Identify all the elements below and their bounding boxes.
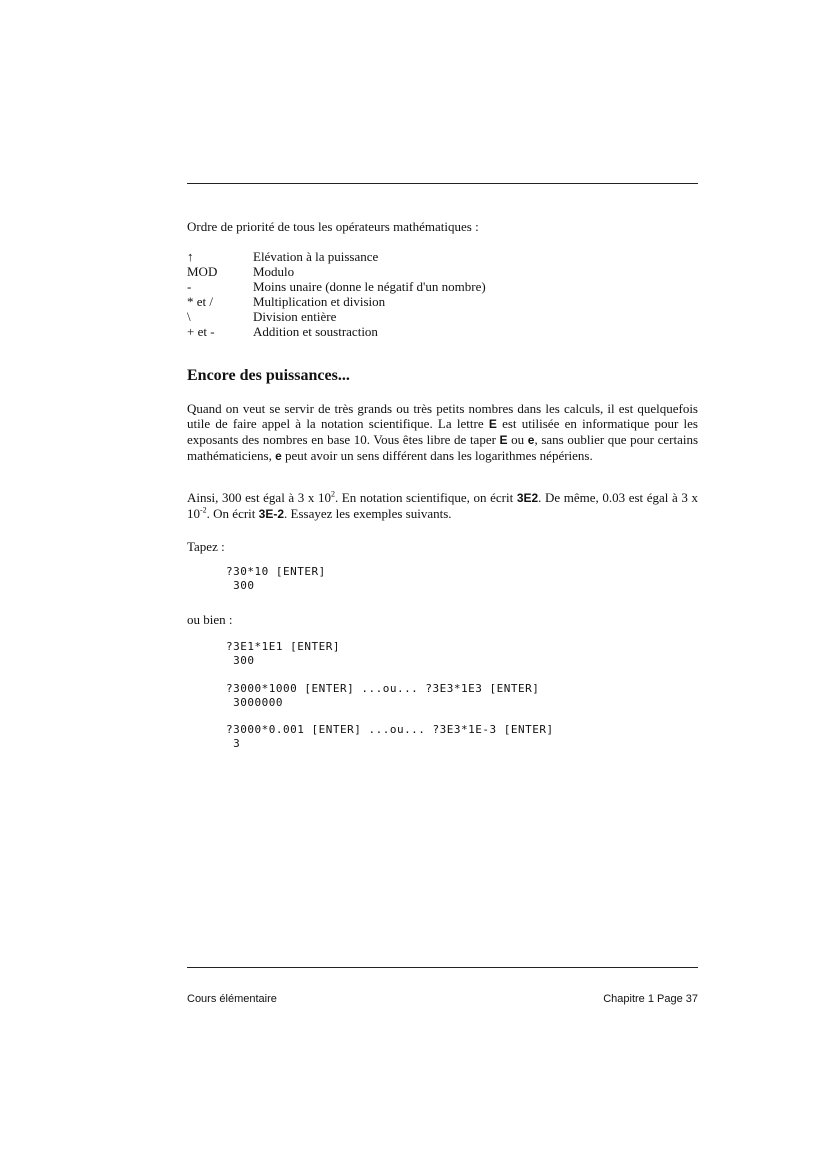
operator-row (187, 264, 486, 279)
operator-symbol: MOD (187, 264, 218, 279)
paragraph-examples (187, 490, 698, 522)
code-example-3: ?3000*1000 [ENTER] ...ou... ?3E3*1E3 [ENTER] 3000000 (226, 682, 540, 709)
para1-bold: E (488, 417, 497, 431)
operator-symbol: ↑ (187, 249, 194, 264)
bottom-rule (187, 967, 698, 968)
exponent: -2 (200, 505, 207, 515)
operator-desc: Elévation à la puissance (253, 249, 379, 264)
para1-bold: e (527, 433, 535, 447)
operator-row (187, 249, 486, 264)
operator-row (187, 309, 486, 324)
para1-bold: e (275, 449, 282, 463)
operator-desc: Addition et soustraction (253, 324, 378, 339)
para2-text: . Essayez les exemples suivants. (284, 506, 452, 521)
para2-text: Ainsi, 300 est égal à 3 x 10 (187, 490, 331, 505)
code-example-1: ?30*10 [ENTER] 300 (226, 565, 326, 592)
para1-text: , sans oublier que pour certains mathématiciens, (187, 432, 699, 463)
para1-text: est utilisée en informatique pour les exposants des nombres en base 10. Vous êtes libre de taper (187, 416, 698, 447)
paragraph-scientific-notation (187, 401, 698, 464)
intro-text: Ordre de priorité de tous les opérateurs mathématiques : (187, 219, 479, 234)
para2-text: . En notation scientifique, on écrit (334, 490, 517, 505)
tapez-label: Tapez : (187, 539, 225, 554)
footer-page-number: Chapitre 1 Page 37 (603, 993, 698, 1005)
code-example-2: ?3E1*1E1 [ENTER] 300 (226, 640, 340, 667)
operators-table (187, 249, 486, 339)
operator-symbol: \ (187, 309, 191, 324)
operator-symbol: * et / (187, 294, 213, 309)
operator-row (187, 279, 486, 294)
section-heading: Encore des puissances... (187, 367, 350, 384)
para1-text: Quand on veut se servir de très grands ou très petits nombres dans les calculs, il est quelquefois utile de faire appel à la notation scientifique. La lettre (187, 401, 698, 431)
operator-symbol: + et - (187, 324, 215, 339)
operator-desc: Modulo (253, 264, 295, 279)
para1-text: peut avoir un sens différent dans les logarithmes népériens. (281, 448, 593, 463)
operator-desc: Moins unaire (donne le négatif d'un nombre) (253, 279, 486, 294)
para2-bold: 3E2 (516, 491, 539, 505)
para1-bold: E (499, 433, 508, 447)
para1-text: ou (507, 432, 528, 447)
code-example-4: ?3000*0.001 [ENTER] ...ou... ?3E3*1E-3 [ENTER] 3 (226, 723, 554, 750)
top-rule (187, 183, 698, 184)
operator-row (187, 294, 486, 309)
para2-text: . On écrit (206, 506, 259, 521)
operator-row (187, 324, 486, 339)
para2-text: . De même, 0.03 est égal à 3 x 10 (187, 490, 698, 521)
footer-course-title: Cours élémentaire (187, 993, 277, 1005)
operator-desc: Division entière (253, 309, 337, 324)
ou-bien-label: ou bien : (187, 612, 233, 627)
operator-symbol: - (187, 279, 192, 294)
exponent: 2 (330, 489, 335, 499)
operator-desc: Multiplication et division (253, 294, 386, 309)
para2-bold: 3E-2 (258, 507, 285, 521)
